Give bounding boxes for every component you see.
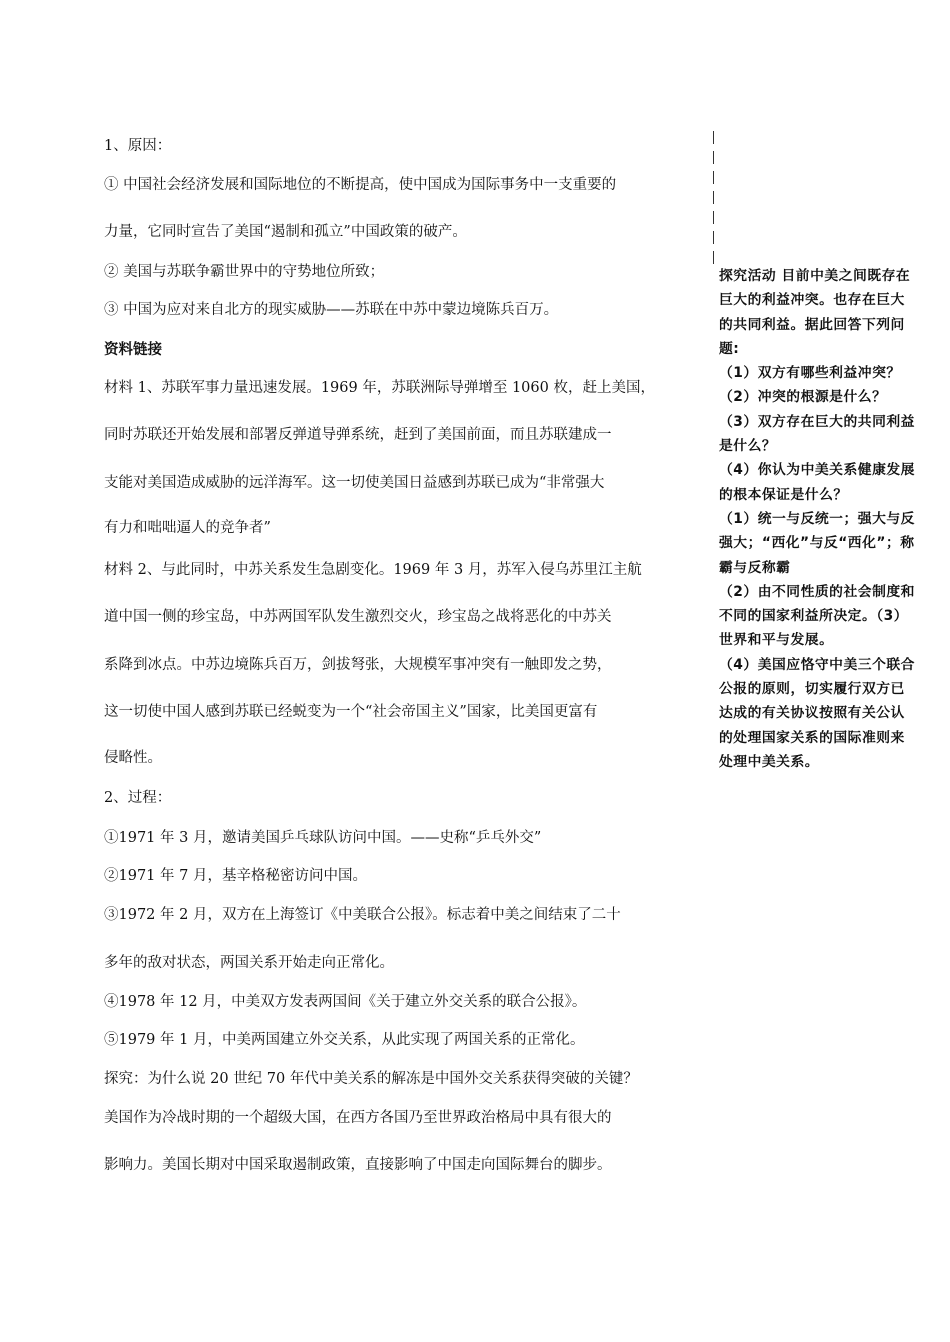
sidebar-question-2: （2）冲突的根源是什么？ xyxy=(719,389,887,406)
text-line: ③ 中国为应对来自北方的现实威胁——苏联在中苏中蒙边境陈兵百万。 xyxy=(104,302,559,318)
text-line: ② 美国与苏联争霸世界中的守势地位所致； xyxy=(104,264,385,280)
sidebar-answer-4: （4）美国应恪守中美三个联合公报的原则，切实履行双方已达成的有关协议按照有关公认的处理国家关系的国际准则来处理中美关系。 xyxy=(719,656,915,770)
sidebar-question-1: （1）双方有哪些利益冲突？ xyxy=(719,365,901,382)
sidebar-answer-1: （1）统一与反统一；强大与反强大；“西化”与反“西化”；称霸与反称霸 xyxy=(719,510,915,576)
text-line: 材料 1、苏联军事力量迅速发展。1969 年，苏联洲际导弹增至 1060 枚，赶上美国， xyxy=(104,380,655,396)
text-line: 系降到冰点。中苏边境陈兵百万，剑拔弩张，大规模军事冲突有一触即发之势， xyxy=(104,657,612,673)
text-line: ⑤1979 年 1 月，中美两国建立外交关系，从此实现了两国关系的正常化。 xyxy=(104,1032,585,1048)
text-line: 美国作为冷战时期的一个超级大国，在西方各国乃至世界政治格局中具有很大的 xyxy=(104,1110,612,1126)
text-line: 材料 2、与此同时，中苏关系发生急剧变化。1969 年 3 月，苏军入侵乌苏里江主航 xyxy=(104,562,642,578)
section-heading-process: 2、过程： xyxy=(104,790,172,806)
text-line: ②1971 年 7 月，基辛格秘密访问中国。 xyxy=(104,868,367,884)
margin-divider-mark-3 xyxy=(713,171,714,184)
text-line: ① 中国社会经济发展和国际地位的不断提高，使中国成为国际事务中一支重要的 xyxy=(104,177,617,193)
sidebar-inquiry-activity xyxy=(719,264,919,774)
margin-divider-mark-2 xyxy=(713,151,714,164)
sidebar-answer-2-3: （2）由不同性质的社会制度和不同的国家利益所决定。（3）世界和平与发展。 xyxy=(719,583,915,649)
text-line: 这一切使中国人感到苏联已经蜕变为一个“社会帝国主义”国家，比美国更富有 xyxy=(104,704,598,720)
margin-divider-mark-1 xyxy=(713,131,714,144)
inquiry-question: 探究：为什么说 20 世纪 70 年代中美关系的解冻是中国外交关系获得突破的关键？ xyxy=(104,1071,638,1087)
margin-divider-mark-6 xyxy=(713,231,714,244)
margin-divider-mark-7 xyxy=(713,251,714,264)
text-line: 支能对美国造成威胁的远洋海军。这一切使美国日益感到苏联已成为“非常强大 xyxy=(104,475,605,491)
text-line: 力量，它同时宣告了美国“遏制和孤立”中国政策的破产。 xyxy=(104,224,467,240)
section-heading-causes: 1、原因： xyxy=(104,138,172,154)
text-line: 多年的敌对状态，两国关系开始走向正常化。 xyxy=(104,955,394,971)
text-line: 侵略性。 xyxy=(104,750,162,766)
text-line: ④1978 年 12 月，中美双方发表两国间《关于建立外交关系的联合公报》。 xyxy=(104,994,587,1010)
margin-divider-mark-4 xyxy=(713,191,714,204)
text-line: ③1972 年 2 月，双方在上海签订《中美联合公报》。标志着中美之间结束了二十 xyxy=(104,907,621,923)
margin-divider-mark-5 xyxy=(713,211,714,224)
text-line: 有力和咄咄逼人的竞争者” xyxy=(104,520,271,536)
text-line: 道中国一侧的珍宝岛，中苏两国军队发生激烈交火，珍宝岛之战将恶化的中苏关 xyxy=(104,609,612,625)
text-line: 影响力。美国长期对中国采取遏制政策，直接影响了中国走向国际舞台的脚步。 xyxy=(104,1157,612,1173)
text-line: 同时苏联还开始发展和部署反弹道导弹系统，赶到了美国前面，而且苏联建成一 xyxy=(104,427,612,443)
text-line: ①1971 年 3 月，邀请美国乒乓球队访问中国。——史称“乒乓外交” xyxy=(104,830,542,846)
sidebar-intro: 探究活动 目前中美之间既存在巨大的利益冲突。也存在巨大的共同利益。据此回答下列问题: xyxy=(719,268,911,357)
sidebar-question-4: （4）你认为中美关系健康发展的根本保证是什么？ xyxy=(719,462,915,503)
section-heading-materials: 资料链接 xyxy=(104,342,162,358)
sidebar-question-3: （3）双方存在巨大的共同利益是什么？ xyxy=(719,413,915,455)
